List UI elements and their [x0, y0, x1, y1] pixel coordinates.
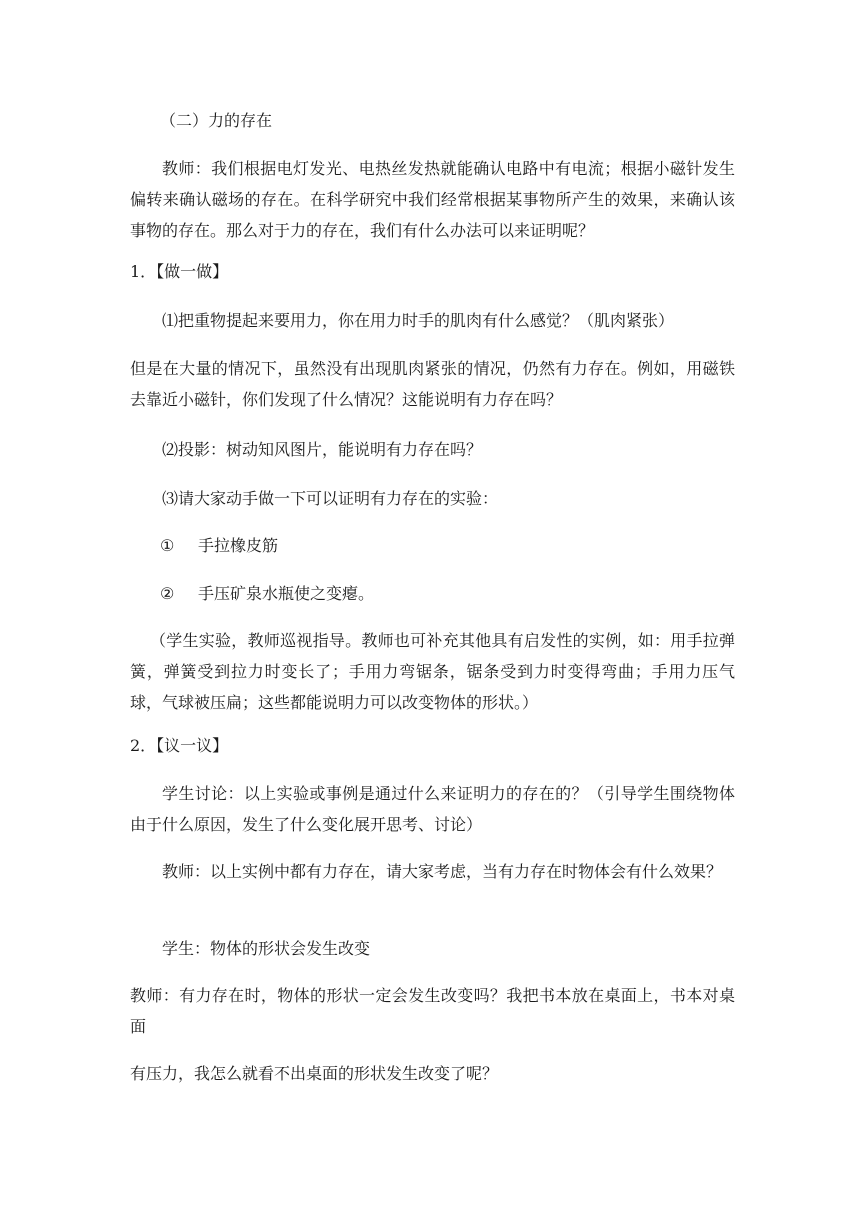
paragraph-teacher-intro: 教师：我们根据电灯发光、电热丝发热就能确认电路中有电流；根据小磁针发生偏转来确认磁场的存在。在科学研究中我们经常根据某事物所产生的效果，来确认该事物的存在。那么对于力的存在，我们有什么办法可以来证明呢？: [130, 159, 735, 240]
sub-item-rubber-band: [160, 530, 278, 561]
section-heading: （二）力的存在: [160, 111, 273, 130]
circled-number-2: ②: [160, 584, 175, 603]
heading-discuss-activity: 2．【议一议】: [130, 736, 229, 755]
sub-item-text: 手压矿泉水瓶使之变瘪。: [198, 584, 375, 603]
list-item-experiment: ⑶请大家动手做一下可以证明有力存在的实验：: [162, 489, 499, 508]
list-item-lift-weight: ⑴把重物提起来要用力，你在用力时手的肌肉有什么感觉？（肌肉紧张）: [162, 311, 675, 330]
paragraph-student-experiment: （学生实验，教师巡视指导。教师也可补充其他具有启发性的实例，如：用手拉弹簧，弹簧受到拉力时变长了；手用力弯锯条，锯条受到力时变得弯曲；手用力压气球，气球被压扁；这些都能说明力可以改变物体的形状。）: [130, 631, 735, 712]
sub-item-bottle: [160, 578, 374, 609]
heading-do-activity: 1．【做一做】: [130, 262, 229, 281]
paragraph-magnet: 但是在大量的情况下，虽然没有出现肌肉紧张的情况，仍然有力存在。例如，用磁铁去靠近小磁针，你们发现了什么情况？这能说明有力存在吗？: [130, 359, 735, 409]
list-item-projection: ⑵投影：树动知风图片，能说明有力存在吗？: [162, 440, 483, 459]
sub-item-text: 手拉橡皮筋: [198, 536, 279, 555]
circled-number-1: ①: [160, 536, 175, 555]
paragraph-teacher-effect: 教师：以上实例中都有力存在，请大家考虑，当有力存在时物体会有什么效果？: [162, 862, 723, 881]
paragraph-teacher-book-continued: 有压力，我怎么就看不出桌面的形状发生改变了呢？: [130, 1064, 499, 1083]
paragraph-student-answer: 学生：物体的形状会发生改变: [162, 939, 371, 958]
paragraph-teacher-book: 教师：有力存在时，物体的形状一定会发生改变吗？我把书本放在桌面上，书本对桌面: [130, 986, 735, 1036]
paragraph-student-discuss: 学生讨论：以上实验或事例是通过什么来证明力的存在的？（引导学生围绕物体由于什么原因，发生了什么变化展开思考、讨论）: [130, 784, 735, 834]
